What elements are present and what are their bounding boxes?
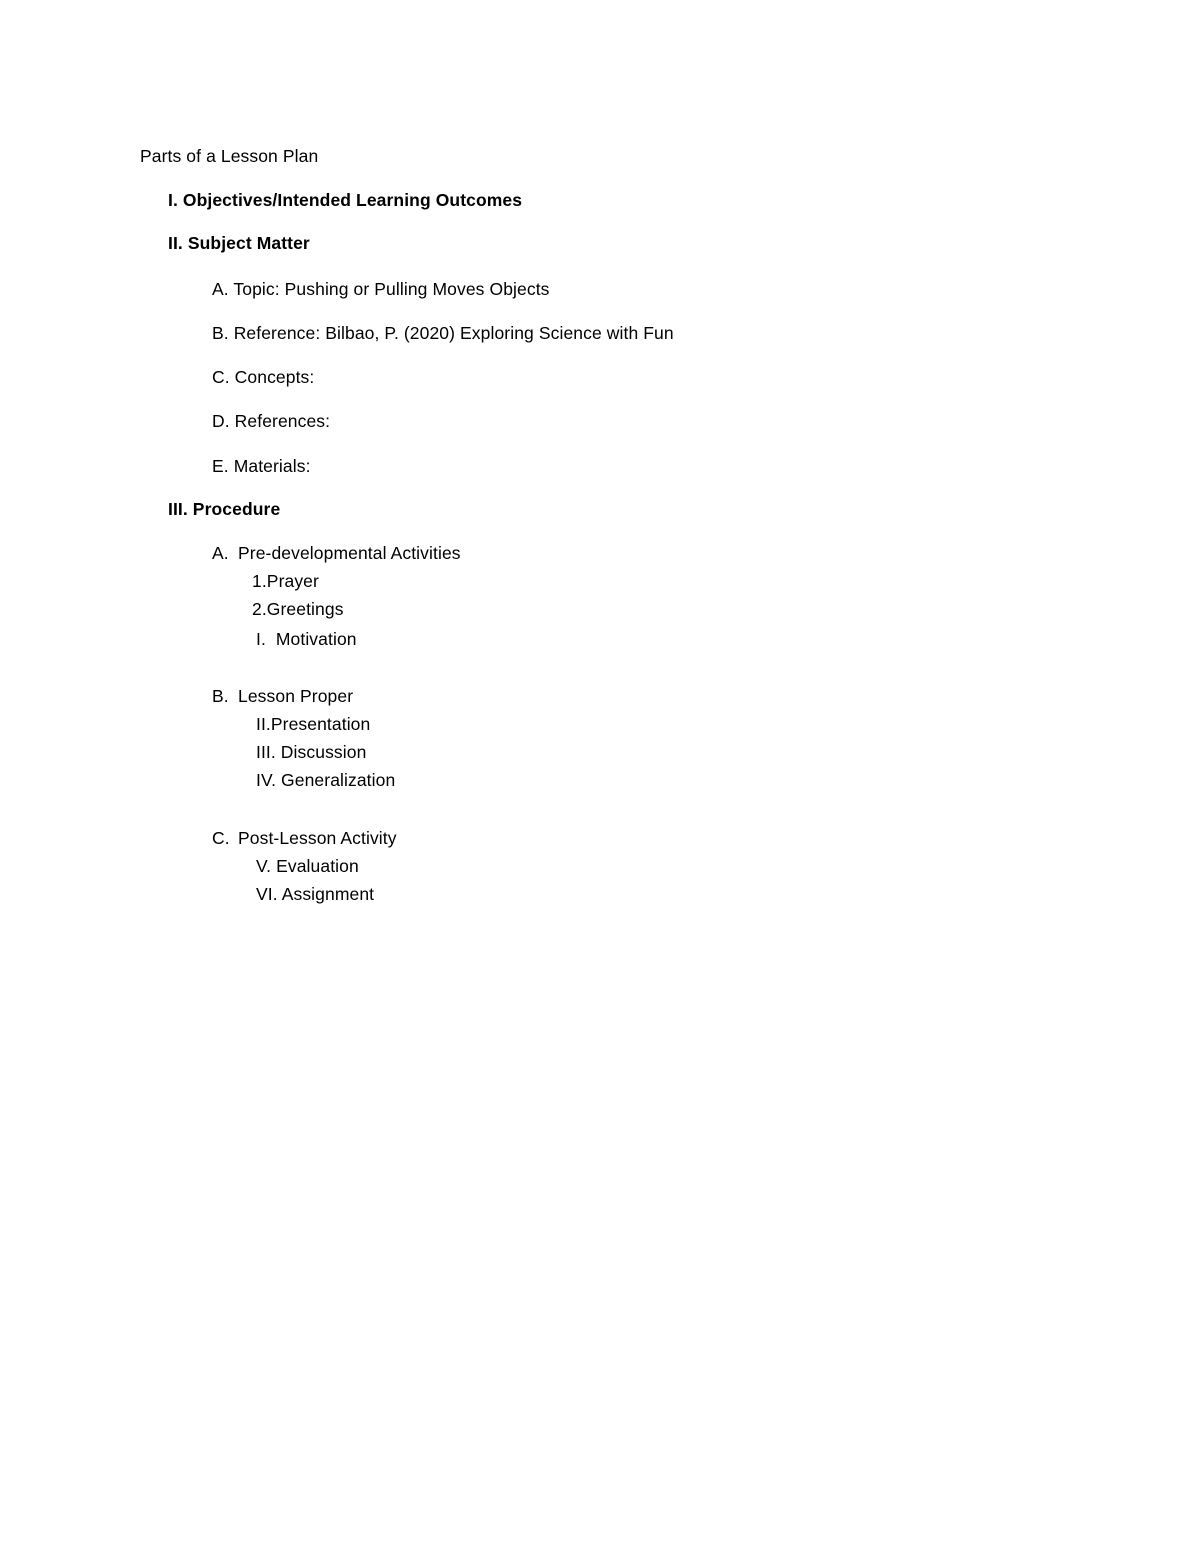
procedure-part-a-item: I. Motivation: [256, 629, 357, 649]
procedure-part-c-label: C.: [212, 828, 230, 848]
procedure-part-a-item: 2.Greetings: [252, 599, 344, 619]
procedure-part-c-item: V. Evaluation: [256, 856, 359, 876]
subject-concepts: C. Concepts:: [212, 367, 315, 387]
subject-topic: A. Topic: Pushing or Pulling Moves Objects: [212, 279, 550, 299]
procedure-part-a-title: Pre-developmental Activities: [238, 543, 461, 563]
procedure-part-a-item: 1.Prayer: [252, 571, 319, 591]
document-title: Parts of a Lesson Plan: [140, 146, 319, 166]
subject-references: D. References:: [212, 411, 331, 431]
procedure-part-b-item: IV. Generalization: [256, 770, 396, 790]
section-subject-matter-heading: II. Subject Matter: [168, 233, 310, 253]
subject-reference: B. Reference: Bilbao, P. (2020) Exploring Science with Fun: [212, 323, 674, 343]
section-objectives-heading: I. Objectives/Intended Learning Outcomes: [168, 190, 523, 210]
section-procedure-heading: III. Procedure: [168, 499, 281, 519]
procedure-part-b-title: Lesson Proper: [238, 686, 354, 706]
procedure-part-b-item: III. Discussion: [256, 742, 367, 762]
procedure-part-b-label: B.: [212, 686, 229, 706]
subject-materials: E. Materials:: [212, 456, 311, 476]
procedure-part-b-item: II.Presentation: [256, 714, 371, 734]
procedure-part-c-title: Post-Lesson Activity: [238, 828, 397, 848]
procedure-part-c-item: VI. Assignment: [256, 884, 375, 904]
procedure-part-a-label: A.: [212, 543, 229, 563]
